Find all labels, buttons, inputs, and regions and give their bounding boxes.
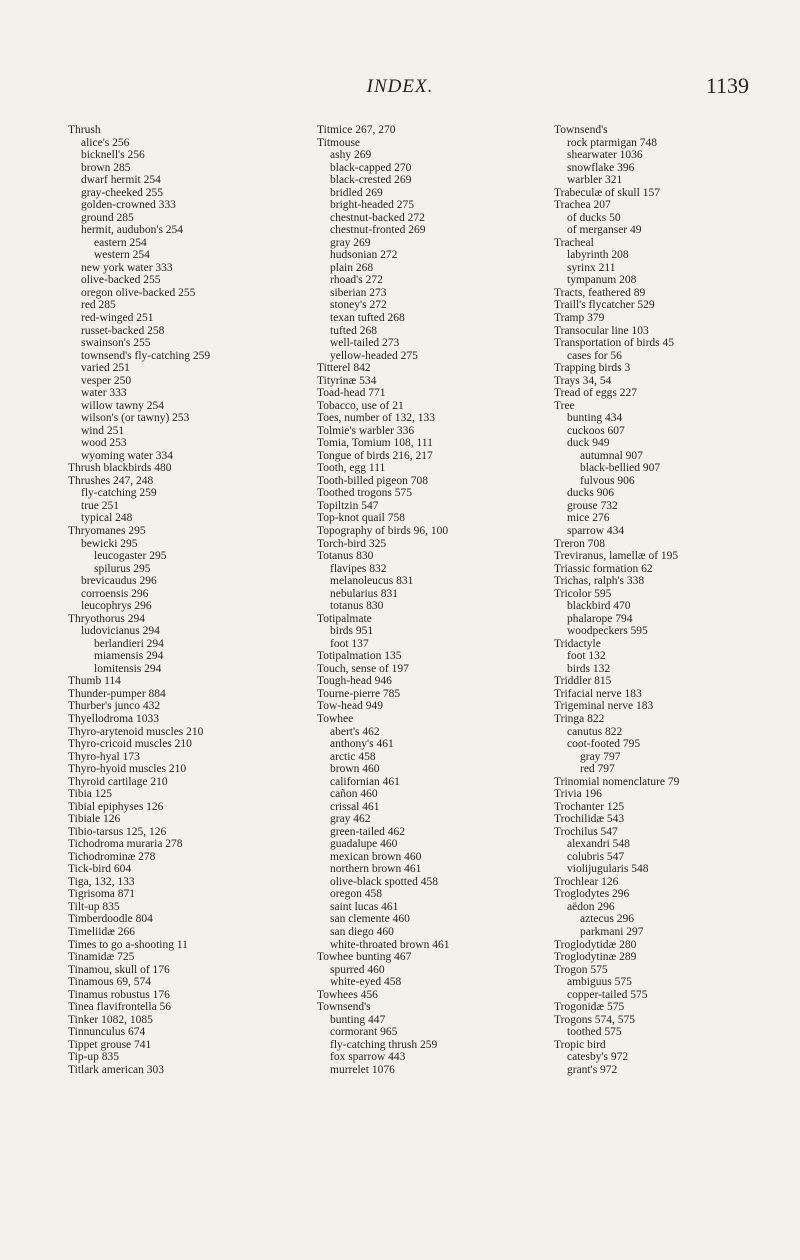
index-entry: fly-catching 259 <box>81 487 157 500</box>
index-entry: brown 285 <box>81 161 131 174</box>
index-entry: Tringa 822 <box>554 712 605 725</box>
index-entry: Trochanter 125 <box>554 800 625 813</box>
index-entry: Tip-up 835 <box>68 1051 120 1064</box>
index-entry: wind 251 <box>81 424 125 437</box>
index-entry: hudsonian 272 <box>330 249 398 262</box>
index-entry: abert's 462 <box>330 725 380 738</box>
index-entry: wyoming water 334 <box>81 449 173 462</box>
index-entry: copper-tailed 575 <box>567 988 648 1001</box>
index-entry: eastern 254 <box>94 236 147 249</box>
index-entry: parkmani 297 <box>580 926 644 938</box>
index-entry: fly-catching thrush 259 <box>330 1038 438 1051</box>
index-entry: Thyro-arytenoid muscles 210 <box>68 725 204 738</box>
index-entry: Transportation of birds 45 <box>554 337 675 350</box>
index-entry: Trichas, ralph's 338 <box>554 575 645 588</box>
index-entry: Trogons 574, 575 <box>554 1013 636 1026</box>
index-entry: Torch-bird 325 <box>317 537 387 550</box>
index-entry: Transocular line 103 <box>554 324 649 337</box>
index-entry: Tolmie's warbler 336 <box>317 424 415 437</box>
index-entry: black-bellied 907 <box>580 462 661 475</box>
index-entry: Tinker 1082, 1085 <box>68 1013 153 1026</box>
index-entry: Titmouse <box>317 136 361 149</box>
index-entry: coot-footed 795 <box>567 738 641 751</box>
index-entry: oregon olive-backed 255 <box>81 286 196 299</box>
index-entry: Tracts, feathered 89 <box>554 286 646 299</box>
index-entry: Tinamus robustus 176 <box>68 988 170 1001</box>
index-entry: Trivia 196 <box>554 788 602 801</box>
index-entry: wood 253 <box>81 437 127 450</box>
index-entry: Tibia 125 <box>68 788 112 801</box>
index-entry: hermit, audubon's 254 <box>81 224 184 237</box>
index-entry: Tinnunculus 674 <box>68 1026 146 1039</box>
index-entry: Tough-head 946 <box>317 675 392 688</box>
index-entry: Toothed trogons 575 <box>317 487 413 500</box>
index-entry: of ducks 50 <box>567 211 621 224</box>
index-entry: gray 797 <box>580 750 621 763</box>
index-entry: Tooth-billed pigeon 708 <box>317 474 428 487</box>
index-entry: alice's 256 <box>81 136 130 149</box>
index-entry: Townsend's <box>317 1001 371 1014</box>
index-entry: spilurus 295 <box>94 562 151 575</box>
index-entry: Thryomanes 295 <box>68 525 146 537</box>
index-entry: stoney's 272 <box>330 299 387 312</box>
index-entry: duck 949 <box>567 437 610 450</box>
index-entry: Tongue of birds 216, 217 <box>317 449 433 462</box>
index-entry: bunting 434 <box>567 412 623 425</box>
index-entry: olive-backed 255 <box>81 274 161 287</box>
index-entry: ducks 906 <box>567 487 614 500</box>
index-entry: varied 251 <box>81 362 130 375</box>
index-entry: black-crested 269 <box>330 174 412 187</box>
index-entry: red-winged 251 <box>81 311 154 324</box>
index-entry: melanoleucus 831 <box>330 575 414 588</box>
index-entry: arctic 458 <box>330 750 376 763</box>
index-entry: woodpeckers 595 <box>567 625 648 638</box>
index-entry: well-tailed 273 <box>330 337 400 350</box>
index-entry: Thryothorus 294 <box>68 612 145 625</box>
index-entry: mexican brown 460 <box>330 850 422 863</box>
index-entry: true 251 <box>81 499 120 512</box>
index-entry: Tibiale 126 <box>68 813 121 826</box>
index-entry: birds 132 <box>567 662 611 675</box>
index-entry: Timberdoodle 804 <box>68 913 153 926</box>
index-entry: siberian 273 <box>330 286 387 299</box>
index-entry: nebularius 831 <box>330 587 399 600</box>
index-entry: syrinx 211 <box>567 261 616 274</box>
index-entry: Trabeculæ of skull 157 <box>554 186 660 199</box>
index-entry: northern brown 461 <box>330 863 422 876</box>
index-entry: chestnut-fronted 269 <box>330 224 426 237</box>
index-entry: Trapping birds 3 <box>554 362 631 375</box>
index-entry: red 797 <box>580 763 615 776</box>
index-entry: tufted 268 <box>330 324 377 337</box>
index-column-3 <box>554 124 679 1076</box>
index-entry: Titmice 267, 270 <box>317 124 396 136</box>
index-entry: Tibial epiphyses 126 <box>68 800 164 813</box>
index-entry: tympanum 208 <box>567 274 637 287</box>
index-entry: canutus 822 <box>567 725 623 738</box>
index-entry: Tropic bird <box>554 1038 606 1051</box>
index-entry: Thyro-cricoid muscles 210 <box>68 738 192 751</box>
index-entry: gray 269 <box>330 236 371 249</box>
index-entry: wilson's (or tawny) 253 <box>81 412 190 425</box>
index-column-1 <box>68 124 210 1076</box>
index-entry: Topography of birds 96, 100 <box>317 525 449 537</box>
index-entry: spurred 460 <box>330 963 385 976</box>
index-entry: bicknell's 256 <box>81 149 145 162</box>
index-entry: warbler 321 <box>567 174 623 187</box>
index-entry: guadalupe 460 <box>330 838 398 851</box>
index-entry: toothed 575 <box>567 1026 622 1039</box>
index-entry: colubris 547 <box>567 850 625 863</box>
index-entry: Trachea 207 <box>554 199 611 212</box>
index-entry: rock ptarmigan 748 <box>567 136 658 149</box>
index-entry: ambiguus 575 <box>567 976 632 989</box>
index-entry: Traill's flycatcher 529 <box>554 299 655 312</box>
index-entry: Tichodrominæ 278 <box>68 850 156 863</box>
index-entry: olive-black spotted 458 <box>330 875 438 888</box>
index-entry: phalarope 794 <box>567 612 633 625</box>
index-entry: Tread of eggs 227 <box>554 387 637 400</box>
index-entry: Tomia, Tomium 108, 111 <box>317 437 433 450</box>
index-entry: ludovicianus 294 <box>81 625 160 638</box>
index-entry: brevicaudus 296 <box>81 575 157 588</box>
index-entry: totanus 830 <box>330 600 384 613</box>
index-entry: Touch, sense of 197 <box>317 662 409 675</box>
index-entry: Trigeminal nerve 183 <box>554 700 654 713</box>
index-entry: murrelet 1076 <box>330 1063 395 1076</box>
index-entry: fulvous 906 <box>580 474 635 487</box>
index-entry: flavipes 832 <box>330 562 387 575</box>
index-entry: aztecus 296 <box>580 913 634 926</box>
index-column-2 <box>317 124 449 1076</box>
index-entry: Thyro-hyoid muscles 210 <box>68 763 187 776</box>
index-entry: Trays 34, 54 <box>554 374 612 387</box>
index-entry: Towhee <box>317 712 354 725</box>
index-entry: texan tufted 268 <box>330 311 405 324</box>
index-entry: Trochilus 547 <box>554 825 618 838</box>
index-entry: plain 268 <box>330 261 374 274</box>
index-entry: Tow-head 949 <box>317 700 383 713</box>
index-entry: lomitensis 294 <box>94 662 162 675</box>
index-entry: Triddler 815 <box>554 675 612 688</box>
index-entry: Trochlear 126 <box>554 875 619 888</box>
index-entry: oregon 458 <box>330 888 383 901</box>
index-entry: Thyellodroma 1033 <box>68 712 160 725</box>
index-entry: foot 132 <box>567 650 606 663</box>
index-entry: anthony's 461 <box>330 738 394 751</box>
index-entry: Tridactyle <box>554 637 601 650</box>
index-entry: violijugularis 548 <box>567 863 649 876</box>
index-entry: Top-knot quail 758 <box>317 512 405 525</box>
index-entry: Tinea flavifrontella 56 <box>68 1001 172 1014</box>
index-entry: Trifacial nerve 183 <box>554 687 642 700</box>
index-entry: Treron 708 <box>554 537 606 550</box>
index-entry: chestnut-backed 272 <box>330 211 425 224</box>
index-entry: new york water 333 <box>81 261 173 274</box>
index-entry: Trinomial nomenclature 79 <box>554 775 680 788</box>
index-entry: Towhee bunting 467 <box>317 951 412 964</box>
index-entry: Topiltzin 547 <box>317 499 379 512</box>
index-entry: green-tailed 462 <box>330 825 406 838</box>
index-entry: Trogon 575 <box>554 963 608 976</box>
index-entry: Tracheal <box>554 236 594 249</box>
index-entry: shearwater 1036 <box>567 149 643 162</box>
index-entry: Totanus 830 <box>317 550 374 563</box>
index-entry: swainson's 255 <box>81 337 151 350</box>
index-entry: bewicki 295 <box>81 537 138 550</box>
index-entry: miamensis 294 <box>94 650 164 663</box>
index-entry: Trogonidæ 575 <box>554 1001 625 1014</box>
index-entry: leucogaster 295 <box>94 550 167 563</box>
index-entry: Tinamidæ 725 <box>68 951 135 964</box>
index-entry: black-capped 270 <box>330 161 412 174</box>
index-entry: berlandieri 294 <box>94 637 164 650</box>
index-entry: grouse 732 <box>567 499 618 512</box>
index-entry: mice 276 <box>567 512 610 525</box>
index-entry: cañon 460 <box>330 788 378 801</box>
index-entry: Thurber's junco 432 <box>68 700 161 713</box>
index-entry: labyrinth 208 <box>567 249 629 262</box>
index-entry: western 254 <box>94 249 150 262</box>
index-entry: brown 460 <box>330 763 380 776</box>
index-entry: Tick-bird 604 <box>68 863 132 876</box>
index-entry: Thrush <box>68 124 101 136</box>
index-entry: Tigrisoma 871 <box>68 888 135 901</box>
index-entry: Times to go a-shooting 11 <box>68 938 188 951</box>
index-entry: Thrushes 247, 248 <box>68 474 154 487</box>
index-entry: gray 462 <box>330 813 371 826</box>
index-entry: golden-crowned 333 <box>81 199 176 212</box>
index-entry: Tobacco, use of 21 <box>317 399 404 412</box>
index-entry: willow tawny 254 <box>81 399 165 412</box>
index-entry: ground 285 <box>81 211 134 224</box>
index-entry: yellow-headed 275 <box>330 349 418 362</box>
index-entry: sparrow 434 <box>567 525 625 537</box>
index-entry: Tramp 379 <box>554 311 605 324</box>
index-entry: bright-headed 275 <box>330 199 414 212</box>
index-entry: Troglodytinæ 289 <box>554 951 637 964</box>
index-entry: water 333 <box>81 387 127 400</box>
index-entry: gray-cheeked 255 <box>81 186 164 199</box>
index-entry: san diego 460 <box>330 926 394 938</box>
index-entry: white-eyed 458 <box>330 976 402 989</box>
index-entry: Toad-head 771 <box>317 387 386 400</box>
index-entry: Tibio-tarsus 125, 126 <box>68 825 167 838</box>
index-entry: snowflake 396 <box>567 161 635 174</box>
index-entry: autumnal 907 <box>580 449 643 462</box>
index-entry: dwarf hermit 254 <box>81 174 161 187</box>
index-entry: aëdon 296 <box>567 900 615 913</box>
index-entry: Tichodroma muraria 278 <box>68 838 183 851</box>
index-entry: Titterel 842 <box>317 362 371 375</box>
page-header <box>0 73 800 104</box>
running-title: INDEX. <box>366 76 434 97</box>
index-entry: Tourne-pierre 785 <box>317 687 401 700</box>
index-entry: red 285 <box>81 299 116 312</box>
index-entry: cases for 56 <box>567 349 622 362</box>
index-entry: Troglodytes 296 <box>554 888 630 901</box>
index-entry: Tiga, 132, 133 <box>68 875 135 888</box>
index-entry: Tooth, egg 111 <box>317 462 386 475</box>
index-entry: Titlark american 303 <box>68 1063 165 1076</box>
index-entry: Timeliidæ 266 <box>68 926 135 938</box>
index-entry: russet-backed 258 <box>81 324 165 337</box>
index-entry: catesby's 972 <box>567 1051 629 1064</box>
index-entry: Tilt-up 835 <box>68 900 120 913</box>
index-entry: Toes, number of 132, 133 <box>317 412 436 425</box>
index-entry: californian 461 <box>330 775 400 788</box>
index-entry: of merganser 49 <box>567 224 642 237</box>
index-entry: Tinamous 69, 574 <box>68 976 151 989</box>
index-entry: Tippet grouse 741 <box>68 1038 152 1051</box>
index-entry: Thyro-hyal 173 <box>68 750 140 763</box>
index-entry: saint lucas 461 <box>330 900 399 913</box>
index-entry: Troglodytidæ 280 <box>554 938 637 951</box>
index-entry: Totipalmation 135 <box>317 650 402 663</box>
index-entry: corroensis 296 <box>81 587 149 600</box>
index-entry: birds 951 <box>330 625 374 638</box>
index-entry: typical 248 <box>81 512 133 525</box>
index-entry: Thumb 114 <box>68 675 121 688</box>
index-entry: Trochilidæ 543 <box>554 813 625 826</box>
index-entry: leucophrys 296 <box>81 600 152 613</box>
index-entry: crissal 461 <box>330 800 380 813</box>
index-entry: ashy 269 <box>330 149 372 162</box>
index-entry: Tricolor 595 <box>554 587 612 600</box>
index-entry: foot 137 <box>330 637 369 650</box>
index-entry: white-throated brown 461 <box>330 938 450 951</box>
index-entry: san clemente 460 <box>330 913 410 926</box>
index-entry: alexandri 548 <box>567 838 630 851</box>
index-entry: bridled 269 <box>330 186 383 199</box>
index-entry: townsend's fly-catching 259 <box>81 349 211 362</box>
page-number: 1139 <box>705 73 749 98</box>
index-entry: Tinamou, skull of 176 <box>68 963 170 976</box>
index-entry: Totipalmate <box>317 612 372 625</box>
index-entry: Triassic formation 62 <box>554 562 653 575</box>
index-entry: Towhees 456 <box>317 988 378 1001</box>
index-entry: Thrush blackbirds 480 <box>68 462 172 475</box>
index-entry: grant's 972 <box>567 1063 618 1076</box>
index-entry: vesper 250 <box>81 374 132 387</box>
index-entry: Thyroid cartilage 210 <box>68 775 168 788</box>
index-entry: cormorant 965 <box>330 1026 398 1039</box>
index-entry: rhoad's 272 <box>330 274 383 287</box>
index-entry: cuckoos 607 <box>567 424 625 437</box>
index-entry: Tityrinæ 534 <box>317 374 377 387</box>
index-entry: Townsend's <box>554 124 608 136</box>
index-entry: Thunder-pumper 884 <box>68 687 166 700</box>
index-entry: fox sparrow 443 <box>330 1051 406 1064</box>
index-entry: Tree <box>554 399 575 412</box>
index-entry: blackbird 470 <box>567 600 631 613</box>
index-entry: bunting 447 <box>330 1013 386 1026</box>
index-entry: Treviranus, lamellæ of 195 <box>554 550 679 563</box>
